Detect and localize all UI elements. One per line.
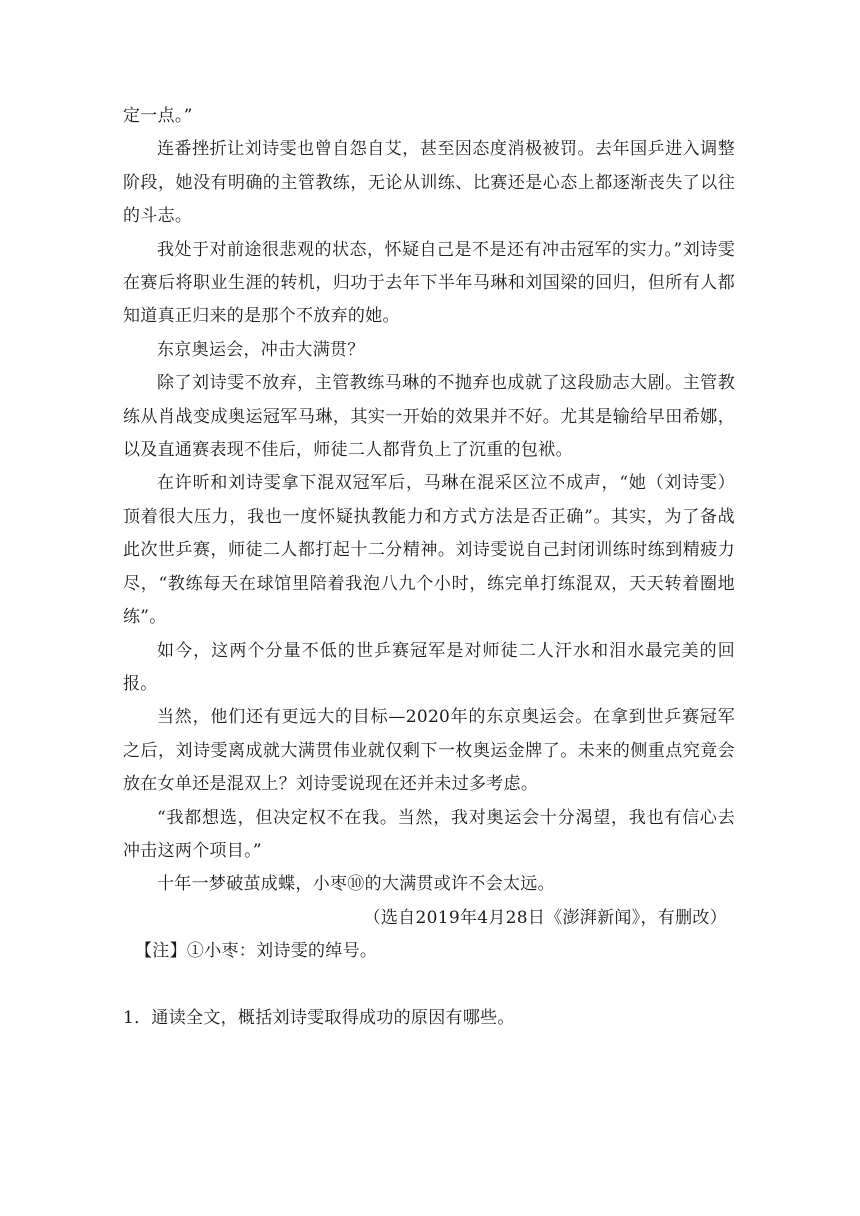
section-heading: 东京奥运会，冲击大满贯？ <box>157 339 365 360</box>
source-citation: （选自2019年4月28日《澎湃新闻》，有删改） <box>363 907 727 928</box>
article-paragraph: 我处于对前途很悲观的状态，怀疑自己是不是还有冲击冠军的实力。”刘诗雯在赛后将职业生涯的转机，归功于去年下半年马琳和刘国梁的回归，但所有人都知道真正归来的是那个不放弃的她。 <box>123 239 735 327</box>
article-paragraph: 如今，这两个分量不低的世乒赛冠军是对师徒二人汗水和泪水最完美的回报。 <box>123 640 735 694</box>
article-paragraph: 在许昕和刘诗雯拿下混双冠军后，马琳在混采区泣不成声，“她（刘诗雯）顶着很大压力，我也一度怀疑执教能力和方式方法是否正确”。其实，为了备战此次世乒赛，师徒二人都打起十二分精神。刘诗雯说自己封闭训练时练到精疲力尽，“教练每天在球馆里陪着我泡八九个小时，练完单打练混双，天天转着圈地练”。 <box>123 473 735 628</box>
article-paragraph: 定一点。” <box>123 106 193 126</box>
article-paragraph: “我都想选，但决定权不在我。当然，我对奥运会十分渴望，我也有信心去冲击这两个项目。” <box>123 807 735 861</box>
article-paragraph: 当然，他们还有更远大的目标—2020年的东京奥运会。在拿到世乒赛冠军之后，刘诗雯离成就大满贯伟业就仅剩下一枚奥运金牌了。未来的侧重点究竟会放在女单还是混双上？刘诗雯说现在还并未过多考虑。 <box>123 707 735 795</box>
article-body <box>123 100 735 1035</box>
article-paragraph: 连番挫折让刘诗雯也曾自怨自艾，甚至因态度消极被罚。去年国乒进入调整阶段，她没有明确的主管教练，无论从训练、比赛还是心态上都逐渐丧失了以往的斗志。 <box>123 139 735 227</box>
footnote: 【注】①小枣：刘诗雯的绰号。 <box>135 941 378 962</box>
article-paragraph: 除了刘诗雯不放弃，主管教练马琳的不抛弃也成就了这段励志大剧。主管教练从肖战变成奥运冠军马琳，其实一开始的效果并不好。尤其是输给早田希娜，以及直通赛表现不佳后，师徒二人都背负上了沉重的包袱。 <box>123 373 735 461</box>
article-paragraph: 十年一梦破茧成蝶，小枣⑩的大满贯或许不会太远。 <box>157 874 555 895</box>
question-1: 1．通读全文，概括刘诗雯取得成功的原因有哪些。 <box>123 1007 515 1028</box>
